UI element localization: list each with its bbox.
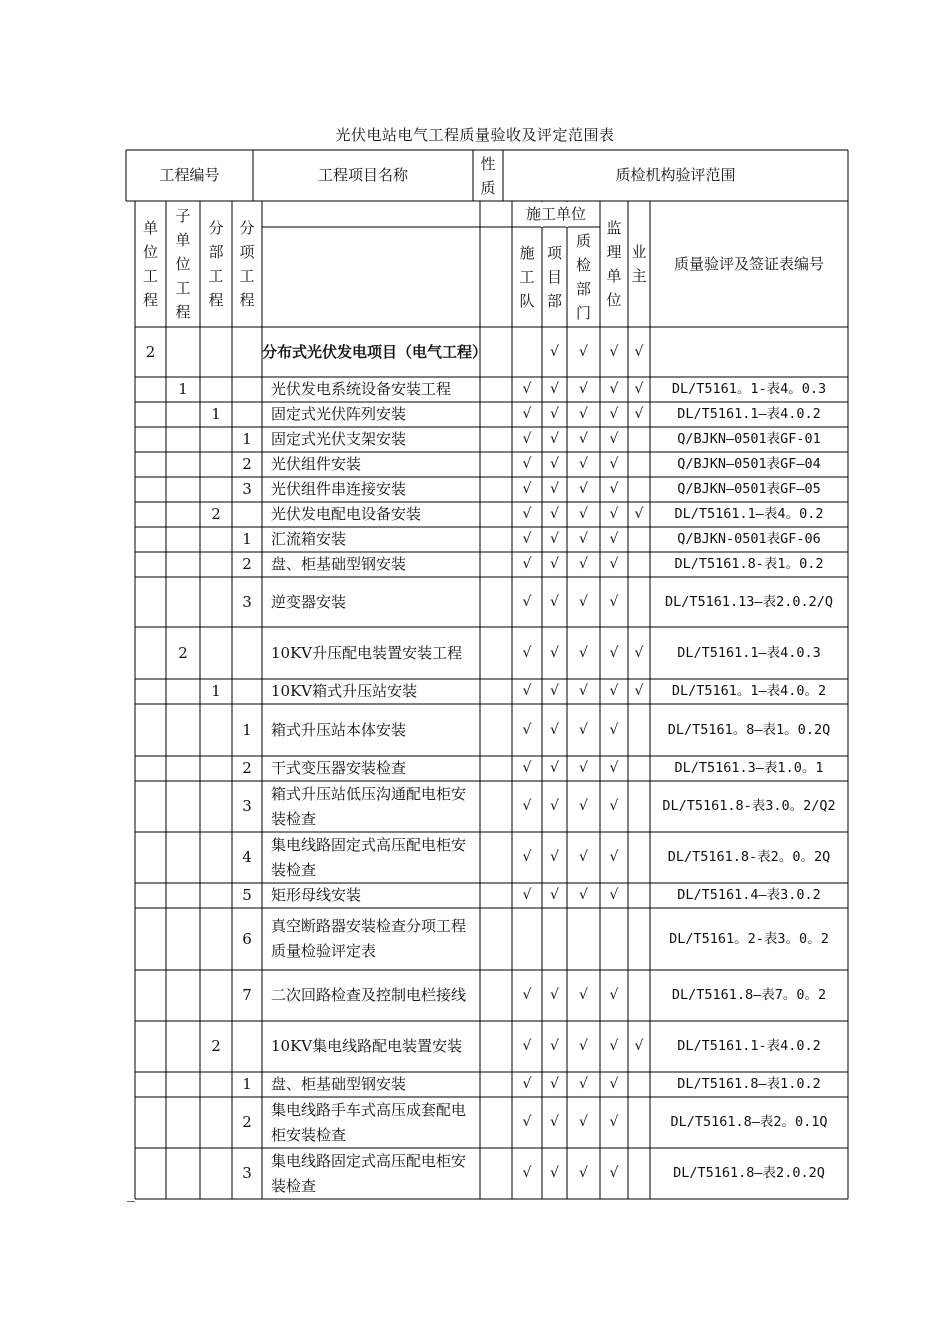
- check-mark: √: [579, 1076, 588, 1092]
- cell-item-name: 光伏发电系统设备安装工程: [271, 380, 452, 398]
- cell-item: 6: [242, 929, 252, 948]
- check-mark: √: [522, 798, 532, 814]
- cell-form-no: DL/T5161.8-表3.0。2/Q2: [662, 798, 836, 814]
- check-mark: √: [522, 456, 532, 472]
- header-supervisor: 监 理 单 位: [606, 219, 622, 309]
- cell-item: 3: [242, 592, 252, 611]
- check-mark: √: [609, 1114, 619, 1130]
- check-mark: √: [634, 506, 644, 522]
- check-mark: √: [579, 556, 588, 572]
- cell-sub-unit: [166, 552, 200, 577]
- cell-sub-unit: [166, 883, 200, 908]
- check-mark: √: [579, 760, 588, 776]
- check-mark: [512, 327, 542, 377]
- check-mark: [628, 883, 650, 908]
- cell-form-no: DL/T5161.8-表2。0。2Q: [667, 849, 831, 865]
- cell-item: 1: [242, 720, 252, 739]
- cell-unit: [135, 452, 166, 477]
- check-mark: √: [609, 481, 619, 497]
- check-mark: √: [522, 987, 532, 1003]
- check-mark: √: [609, 456, 619, 472]
- cell-sub-unit: 2: [178, 643, 188, 662]
- cell-item-name: 真空断路器安装检查分项工程质量检验评定表: [271, 917, 467, 960]
- cell-sub-unit: 1: [178, 380, 188, 398]
- cell-unit: [135, 402, 166, 427]
- check-mark: [628, 452, 650, 477]
- check-mark: √: [550, 1165, 559, 1181]
- check-mark: [628, 704, 650, 756]
- cell-item-name: 盘、柜基础型钢安装: [271, 555, 407, 573]
- check-mark: √: [579, 506, 588, 522]
- check-mark: [628, 908, 650, 970]
- cell-division: [200, 908, 232, 970]
- header-project-name: 工程项目名称: [317, 166, 408, 184]
- cell-item-name: 光伏组件安装: [271, 455, 362, 473]
- check-mark: √: [550, 456, 559, 472]
- cell-form-no: Q/BJKN—0501表GF-01: [677, 431, 821, 447]
- check-mark: √: [522, 721, 532, 738]
- check-mark: √: [634, 683, 644, 699]
- cell-item-name: 箱式升压站低压沟通配电柜安装检查: [271, 784, 467, 828]
- cell-item: [232, 402, 262, 427]
- check-mark: √: [579, 593, 588, 610]
- cell-division: 2: [211, 505, 221, 523]
- check-mark: [628, 756, 650, 781]
- check-mark: √: [550, 481, 559, 497]
- cell-unit: [135, 832, 166, 883]
- check-mark: √: [609, 406, 619, 422]
- cell-item-name: 光伏发电配电设备安装: [271, 505, 422, 523]
- check-mark: √: [579, 644, 588, 661]
- check-mark: √: [550, 644, 559, 661]
- cell-unit: [135, 704, 166, 756]
- cell-division: [200, 627, 232, 679]
- cell-sub-unit: [166, 832, 200, 883]
- check-mark: √: [522, 1165, 532, 1181]
- header-nature: 性 质: [480, 154, 496, 197]
- check-mark: [628, 527, 650, 552]
- cell-item: 2: [242, 455, 252, 473]
- check-mark: √: [634, 381, 644, 397]
- cell-item: [232, 327, 262, 377]
- cell-sub-unit: [166, 704, 200, 756]
- cell-form-no: Q/BJKN-0501表GF-06: [677, 531, 821, 547]
- check-mark: √: [609, 531, 619, 547]
- cell-division: 1: [211, 405, 221, 423]
- check-mark: √: [522, 406, 532, 422]
- check-mark: √: [550, 760, 559, 776]
- check-mark: √: [579, 721, 588, 738]
- check-mark: √: [579, 987, 588, 1003]
- cell-sub-unit: [166, 908, 200, 970]
- check-mark: √: [550, 381, 559, 397]
- cell-item: 1: [242, 1075, 252, 1093]
- cell-item-name: 汇流箱安装: [271, 530, 347, 548]
- cell-form-no: DL/T5161.8-表1。0.2: [674, 556, 824, 572]
- check-mark: √: [609, 644, 619, 661]
- check-mark: √: [609, 849, 619, 865]
- check-mark: √: [550, 343, 559, 360]
- check-mark: √: [579, 887, 588, 903]
- check-mark: √: [634, 644, 644, 661]
- cell-division: [200, 1148, 232, 1199]
- cell-item-name: 光伏组件串连接安装: [271, 480, 407, 498]
- check-mark: √: [522, 556, 532, 572]
- check-mark: [628, 1097, 650, 1148]
- check-mark: √: [550, 987, 559, 1003]
- cell-form-no: DL/T5161.8—表1.0.2: [677, 1076, 821, 1092]
- cell-unit: [135, 477, 166, 502]
- cell-form-no: DL/T5161.13—表2.0.2/Q: [665, 593, 833, 610]
- cell-division: [200, 883, 232, 908]
- check-mark: √: [550, 531, 559, 547]
- check-mark: √: [550, 1038, 559, 1054]
- check-mark: √: [550, 798, 559, 814]
- cell-division: [200, 552, 232, 577]
- check-mark: √: [579, 683, 588, 699]
- cell-unit: [135, 427, 166, 452]
- cell-division: [200, 832, 232, 883]
- cell-sub-unit: [166, 970, 200, 1021]
- cell-form-no: Q/BJKN—0501表GF—05: [677, 481, 821, 497]
- check-mark: √: [634, 1038, 644, 1054]
- cell-unit: [135, 1072, 166, 1097]
- cell-form-no: DL/T5161.8—表2.0.2Q: [673, 1165, 825, 1181]
- cell-sub-unit: [166, 1148, 200, 1199]
- check-mark: √: [634, 343, 644, 360]
- cell-unit: [135, 883, 166, 908]
- cell-sub-unit: [166, 756, 200, 781]
- document-title: 光伏电站电气工程质量验收及评定范围表: [335, 126, 615, 144]
- check-mark: [628, 552, 650, 577]
- check-mark: √: [609, 343, 619, 360]
- cell-division: [200, 327, 232, 377]
- check-mark: √: [634, 406, 644, 422]
- check-mark: √: [579, 381, 588, 397]
- check-mark: √: [609, 987, 619, 1003]
- check-mark: √: [579, 849, 588, 865]
- cell-form-no: DL/T5161.1—表4.0.3: [677, 644, 821, 661]
- check-mark: √: [550, 431, 559, 447]
- cell-form-no: DL/T5161.1—表4。0.2: [674, 506, 824, 522]
- cell-division: [200, 452, 232, 477]
- check-mark: √: [522, 1038, 532, 1054]
- cell-sub-unit: [166, 427, 200, 452]
- cell-form-no: DL/T5161.4—表3.0.2: [677, 887, 821, 903]
- check-mark: √: [522, 481, 532, 497]
- check-mark: √: [550, 721, 559, 738]
- cell-sub-unit: [166, 452, 200, 477]
- cell-unit: [135, 627, 166, 679]
- cell-sub-unit: [166, 1072, 200, 1097]
- check-mark: √: [550, 683, 559, 699]
- cell-item: 2: [242, 1113, 252, 1131]
- page-edge-mark: [127, 1201, 135, 1202]
- check-mark: [628, 832, 650, 883]
- cell-item: 2: [242, 759, 252, 777]
- cell-division: [200, 1072, 232, 1097]
- cell-unit: [135, 1148, 166, 1199]
- check-mark: √: [609, 1076, 619, 1092]
- cell-unit: [135, 577, 166, 627]
- check-mark: √: [579, 531, 588, 547]
- cell-unit: [135, 1021, 166, 1072]
- cell-division: [200, 577, 232, 627]
- header-project-dept: 项 目 部: [546, 244, 562, 310]
- check-mark: √: [522, 593, 532, 610]
- check-mark: √: [609, 431, 619, 447]
- check-mark: [628, 1148, 650, 1199]
- cell-item-name: 10KV箱式升压站安装: [271, 682, 418, 700]
- cell-form-no: DL/T5161.8—表2。0.1Q: [670, 1114, 828, 1130]
- check-mark: √: [609, 1038, 619, 1054]
- check-mark: √: [522, 849, 532, 865]
- cell-sub-unit: [166, 781, 200, 832]
- cell-item-name: 逆变器安装: [271, 592, 347, 611]
- cell-sub-unit: [166, 402, 200, 427]
- check-mark: √: [579, 1114, 588, 1130]
- cell-item: 3: [242, 797, 252, 815]
- cell-form-no: DL/T5161。2-表3。0。2: [669, 930, 829, 947]
- check-mark: √: [522, 1076, 532, 1092]
- check-mark: [628, 781, 650, 832]
- check-mark: √: [579, 343, 588, 360]
- cell-unit: [135, 781, 166, 832]
- cell-sub-unit: [166, 577, 200, 627]
- cell-item-name: 二次回路检查及控制电栏接线: [271, 986, 467, 1004]
- cell-unit: 2: [145, 342, 156, 361]
- cell-item: 3: [242, 1164, 252, 1182]
- check-mark: √: [609, 798, 619, 814]
- cell-unit: [135, 970, 166, 1021]
- cell-item-name: 集电线路固定式高压配电柜安装检查: [271, 835, 467, 879]
- check-mark: √: [550, 849, 559, 865]
- check-mark: √: [550, 887, 559, 903]
- cell-unit: [135, 1097, 166, 1148]
- cell-sub-unit: [166, 477, 200, 502]
- check-mark: [628, 970, 650, 1021]
- header-project-no: 工程编号: [159, 166, 220, 184]
- cell-item: 2: [242, 555, 252, 573]
- cell-form-no: DL/T5161.8—表7。0。2: [671, 987, 827, 1003]
- cell-division: 1: [211, 682, 221, 700]
- cell-item: 1: [242, 530, 252, 548]
- check-mark: [628, 577, 650, 627]
- check-mark: √: [609, 506, 619, 522]
- check-mark: √: [579, 798, 588, 814]
- cell-division: [200, 1097, 232, 1148]
- check-mark: [512, 908, 542, 970]
- check-mark: √: [609, 683, 619, 699]
- header-form-no: 质量验评及签证表编号: [673, 254, 824, 273]
- check-mark: √: [550, 593, 559, 610]
- cell-item-name: 10KV升压配电装置安装工程: [271, 643, 463, 662]
- check-mark: √: [609, 1165, 619, 1181]
- check-mark: √: [579, 431, 588, 447]
- check-mark: √: [522, 431, 532, 447]
- cell-unit: [135, 552, 166, 577]
- check-mark: √: [609, 556, 619, 572]
- check-mark: √: [550, 556, 559, 572]
- check-mark: √: [522, 760, 532, 776]
- check-mark: √: [579, 1038, 588, 1054]
- check-mark: √: [609, 721, 619, 738]
- cell-unit: [135, 679, 166, 704]
- cell-form-no: DL/T5161.1—表4.0.2: [677, 406, 821, 422]
- cell-division: [200, 970, 232, 1021]
- cell-division: [200, 427, 232, 452]
- check-mark: [567, 908, 600, 970]
- cell-form-no: DL/T5161。8—表1。0.2Q: [667, 721, 831, 738]
- cell-form-no: DL/T5161.3—表1.0。1: [674, 760, 824, 776]
- check-mark: [542, 908, 567, 970]
- cell-item: 3: [242, 480, 252, 498]
- check-mark: √: [522, 531, 532, 547]
- cell-item: [232, 627, 262, 679]
- cell-item-name: 固定式光伏阵列安装: [271, 405, 407, 423]
- cell-item-name: 集电线路手车式高压成套配电柜安装检查: [271, 1100, 467, 1144]
- cell-sub-unit: [166, 1097, 200, 1148]
- cell-unit: [135, 502, 166, 527]
- check-mark: √: [522, 1114, 532, 1130]
- check-mark: √: [550, 406, 559, 422]
- check-mark: √: [609, 760, 619, 776]
- check-mark: √: [579, 481, 588, 497]
- check-mark: √: [522, 887, 532, 903]
- cell-form-no: DL/T5161。1-表4。0.3: [671, 381, 827, 397]
- cell-division: [200, 781, 232, 832]
- cell-sub-unit: [166, 527, 200, 552]
- cell-item-name: 箱式升压站本体安装: [271, 720, 407, 739]
- check-mark: [628, 477, 650, 502]
- cell-item: 7: [242, 986, 252, 1004]
- cell-division: [200, 704, 232, 756]
- check-mark: √: [550, 1114, 559, 1130]
- header-scope: 质检机构验评范围: [615, 166, 736, 184]
- cell-unit: [135, 377, 166, 402]
- check-mark: √: [522, 506, 532, 522]
- header-unit: 单 位 工 程: [142, 219, 158, 309]
- cell-form-no: Q/BJKN—0501表GF—04: [677, 456, 821, 472]
- check-mark: √: [550, 506, 559, 522]
- cell-item-name: 10KV集电线路配电装置安装: [271, 1037, 463, 1055]
- check-mark: √: [609, 381, 619, 397]
- header-item: 分 项 工 程: [239, 219, 255, 309]
- check-mark: [600, 908, 628, 970]
- header-construction-unit: 施工单位: [525, 204, 586, 223]
- check-mark: √: [579, 1165, 588, 1181]
- cell-sub-unit: [166, 679, 200, 704]
- check-mark: √: [579, 406, 588, 422]
- cell-item: [232, 502, 262, 527]
- check-mark: √: [579, 456, 588, 472]
- header-team: 施 工 队: [519, 244, 535, 310]
- cell-item: [232, 1021, 262, 1072]
- check-mark: [628, 427, 650, 452]
- cell-sub-unit: [166, 502, 200, 527]
- header-sub-unit: 子 单 位 工 程: [175, 207, 191, 321]
- cell-unit: [135, 908, 166, 970]
- header-division: 分 部 工 程: [208, 219, 224, 309]
- check-mark: √: [522, 683, 532, 699]
- header-qc-dept: 质 检 部 门: [575, 232, 591, 322]
- cell-unit: [135, 527, 166, 552]
- cell-item: 1: [242, 430, 252, 448]
- cell-division: 2: [211, 1037, 221, 1055]
- cell-sub-unit: [166, 1021, 200, 1072]
- check-mark: √: [522, 381, 532, 397]
- cell-item: 5: [242, 886, 252, 904]
- check-mark: √: [550, 1076, 559, 1092]
- check-mark: √: [609, 887, 619, 903]
- cell-division: [200, 377, 232, 402]
- cell-item: [232, 377, 262, 402]
- cell-form-no: DL/T5161。1—表4.0。2: [671, 683, 827, 699]
- cell-form-no: [650, 327, 848, 377]
- cell-form-no: DL/T5161.1-表4.0.2: [677, 1038, 821, 1054]
- header-owner: 业 主: [631, 243, 647, 285]
- cell-item: 4: [242, 848, 252, 866]
- cell-item-name: 盘、柜基础型钢安装: [271, 1075, 407, 1093]
- cell-item-name: 矩形母线安装: [271, 886, 362, 904]
- check-mark: [628, 1072, 650, 1097]
- cell-item-name: 分布式光伏发电项目（电气工程）: [262, 342, 488, 361]
- cell-item-name: 干式变压器安装检查: [271, 759, 407, 777]
- cell-item-name: 固定式光伏支架安装: [271, 430, 407, 448]
- cell-unit: [135, 756, 166, 781]
- cell-division: [200, 477, 232, 502]
- cell-division: [200, 756, 232, 781]
- cell-item-name: 集电线路固定式高压配电柜安装检查: [271, 1151, 467, 1195]
- check-mark: √: [522, 644, 532, 661]
- cell-item: [232, 679, 262, 704]
- check-mark: √: [609, 593, 619, 610]
- cell-division: [200, 527, 232, 552]
- cell-sub-unit: [166, 327, 200, 377]
